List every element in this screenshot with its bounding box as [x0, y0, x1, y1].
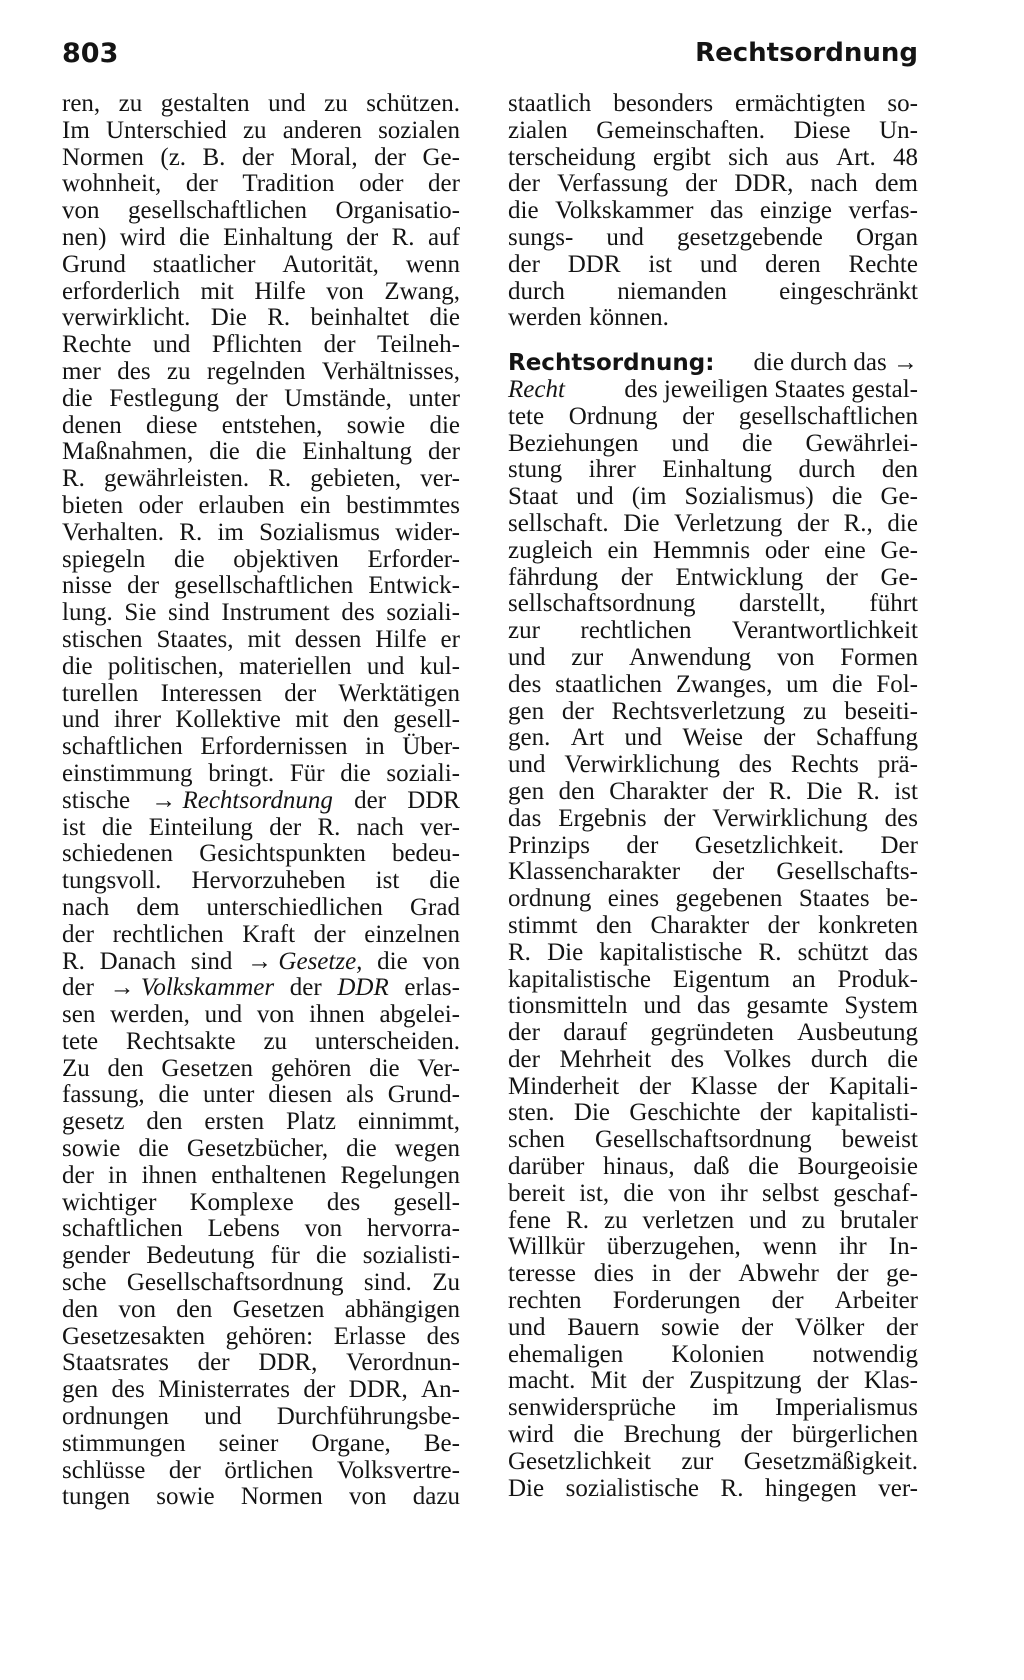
- entry-line: und Verwirklichung des Rechts prä-: [508, 751, 918, 779]
- entry-line: zugleich ein Hemmnis oder eine Ge-: [508, 536, 918, 564]
- left-col-line: der in ihnen enthaltenen Regelungen: [62, 1161, 460, 1189]
- right-top-line: staatlich besonders ermächtigten so-: [508, 90, 918, 117]
- right-column-continuation: [508, 91, 918, 332]
- left-col-line: verwirklicht. Die R. beinhaltet die: [62, 304, 460, 332]
- right-top-line: die Volkskammer das einzige verfas-: [508, 197, 918, 225]
- left-col-line: denen diese entstehen, sowie die: [62, 411, 460, 439]
- left-col-line: gesetz den ersten Platz einnimmt,: [62, 1108, 460, 1136]
- right-column: [508, 91, 918, 1502]
- left-col-line: gen des Ministerrates der DDR, An-: [62, 1376, 460, 1404]
- entry-line: fährdung der Entwicklung der Ge-: [508, 563, 918, 591]
- entry-line: ordnung eines gegebenen Staates be-: [508, 885, 918, 913]
- left-col-line: stische → Rechtsordnung der DDR: [62, 786, 460, 814]
- left-col-line: nisse der gesellschaftlichen Entwick-: [62, 572, 460, 600]
- left-col-line: Im Unterschied zu anderen sozialen: [62, 116, 460, 144]
- entry-first-line-rest: die durch das →: [753, 349, 918, 377]
- left-column: [62, 91, 460, 1511]
- left-col-line: erforderlich mit Hilfe von Zwang,: [62, 277, 460, 305]
- entry-line: Beziehungen und die Gewährlei-: [508, 429, 918, 457]
- left-col-line: Rechte und Pflichten der Teilneh-: [62, 331, 460, 359]
- entry-line: sten. Die Geschichte der kapitalisti-: [508, 1099, 918, 1127]
- left-col-line: von gesellschaftlichen Organisatio-: [62, 197, 460, 225]
- left-col-line: den von den Gesetzen abhängigen: [62, 1295, 460, 1323]
- entry-line: Die sozialistische R. hingegen ver-: [508, 1474, 918, 1502]
- left-col-line: Zu den Gesetzen gehören die Ver-: [62, 1054, 460, 1082]
- left-col-line: R. Danach sind → Gesetze, die von: [62, 947, 460, 975]
- left-col-line: ist die Einteilung der R. nach ver-: [62, 813, 460, 841]
- left-col-line: schiedenen Gesichtspunkten bedeu-: [62, 840, 460, 868]
- right-top-line: terscheidung ergibt sich aus Art. 48: [508, 143, 918, 171]
- entry-line: und zur Anwendung von Formen: [508, 643, 918, 671]
- entry-line: stung ihrer Einhaltung durch den: [508, 456, 918, 484]
- left-col-line: stimmungen seiner Organe, Be-: [62, 1429, 460, 1457]
- entry-line: Gesetzlichkeit zur Gesetzmäßigkeit.: [508, 1447, 918, 1475]
- left-col-line: wichtiger Komplexe des gesell-: [62, 1188, 460, 1216]
- entry-line: Staat und (im Sozialismus) die Ge-: [508, 483, 918, 511]
- entry-line: Klassencharakter der Gesellschafts-: [508, 858, 918, 886]
- entry-line: rechten Forderungen der Arbeiter: [508, 1287, 918, 1315]
- entry-line: wird die Brechung der bürgerlichen: [508, 1421, 918, 1449]
- entry-line: und Bauern sowie der Völker der: [508, 1313, 918, 1341]
- entry-line: tionsmitteln und das gesamte System: [508, 992, 918, 1020]
- entry-line: macht. Mit der Zuspitzung der Klas-: [508, 1367, 918, 1395]
- entry-second-line: [508, 377, 918, 404]
- entry-line: sellschaftsordnung darstellt, führt: [508, 590, 918, 618]
- link-recht[interactable]: Recht: [508, 375, 565, 403]
- left-col-line: Verhalten. R. im Sozialismus wider-: [62, 518, 460, 546]
- entry-line: zur rechtlichen Verantwortlichkeit: [508, 617, 918, 645]
- entry-line: Prinzips der Gesetzlichkeit. Der: [508, 831, 918, 859]
- left-col-line: turellen Interessen der Werktätigen: [62, 679, 460, 707]
- entry-line: gen der Rechtsverletzung zu beseiti-: [508, 697, 918, 725]
- left-col-line: einstimmung bringt. Für die soziali-: [62, 759, 460, 787]
- entry-line: stimmt den Charakter der konkreten: [508, 911, 918, 939]
- entry-body: [508, 404, 918, 1503]
- right-top-line: sungs- und gesetzgebende Organ: [508, 223, 918, 251]
- entry-line: des staatlichen Zwanges, um die Fol-: [508, 670, 918, 698]
- entry-line: teresse dies in der Abwehr der ge-: [508, 1260, 918, 1288]
- left-col-line: und ihrer Kollektive mit den gesell-: [62, 706, 460, 734]
- entry-line: der darauf gegründeten Ausbeutung: [508, 1019, 918, 1047]
- page-number: 803: [62, 38, 119, 69]
- entry-line: der Mehrheit des Volkes durch die: [508, 1045, 918, 1073]
- entry-rechtsordnung: [508, 350, 918, 1502]
- left-col-line: die Festlegung der Umstände, unter: [62, 384, 460, 412]
- left-col-line: mer des zu regelnden Verhältnisses,: [62, 357, 460, 385]
- left-col-line: nen) wird die Einhaltung der R. auf: [62, 223, 460, 251]
- entry-line: bereit ist, die von ihr selbst geschaf-: [508, 1179, 918, 1207]
- entry-line: tete Ordnung der gesellschaftlichen: [508, 402, 918, 430]
- left-col-line: sche Gesellschaftsordnung sind. Zu: [62, 1269, 460, 1297]
- left-col-line: fassung, die unter diesen als Grund-: [62, 1081, 460, 1109]
- left-col-line: stischen Staates, mit dessen Hilfe er: [62, 625, 460, 653]
- entry-line: sellschaft. Die Verletzung der R., die: [508, 509, 918, 537]
- left-col-line: sowie die Gesetzbücher, die wegen: [62, 1135, 460, 1163]
- entry-first-line: [508, 350, 918, 377]
- right-top-line: zialen Gemeinschaften. Diese Un-: [508, 116, 918, 144]
- right-top-line: der DDR ist und deren Rechte: [508, 250, 918, 278]
- left-col-line: Grund staatlicher Autorität, wenn: [62, 250, 460, 278]
- left-col-line: tungen sowie Normen von dazu: [62, 1483, 460, 1511]
- left-col-line: sen werden, und von ihnen abgelei-: [62, 1001, 460, 1029]
- left-col-line: lung. Sie sind Instrument des soziali-: [62, 599, 460, 627]
- left-col-line: schlüsse der örtlichen Volksvertre-: [62, 1456, 460, 1484]
- entry-second-line-rest: des jeweiligen Staates gestal-: [624, 375, 918, 403]
- left-col-line: Staatsrates der DDR, Verordnun-: [62, 1349, 460, 1377]
- left-col-line: R. gewährleisten. R. gebieten, ver-: [62, 465, 460, 493]
- left-col-line: Maßnahmen, die die Einhaltung der: [62, 438, 460, 466]
- right-top-line: werden können.: [508, 304, 669, 332]
- left-col-line: ordnungen und Durchführungsbe-: [62, 1403, 460, 1431]
- right-top-line: durch niemanden eingeschränkt: [508, 277, 918, 305]
- entry-line: kapitalistische Eigentum an Produk-: [508, 965, 918, 993]
- left-col-line: tungsvoll. Hervorzuheben ist die: [62, 867, 460, 895]
- running-title: Rechtsordnung: [695, 38, 918, 68]
- left-col-line: gender Bedeutung für die sozialisti-: [62, 1242, 460, 1270]
- entry-line: ehemaligen Kolonien notwendig: [508, 1340, 918, 1368]
- entry-line: gen den Charakter der R. Die R. ist: [508, 777, 918, 805]
- left-col-line: tete Rechtsakte zu unterscheiden.: [62, 1027, 460, 1055]
- left-col-line: der → Volkskammer der DDR erlas-: [62, 974, 460, 1002]
- left-col-line: Gesetzesakten gehören: Erlasse des: [62, 1322, 460, 1350]
- right-top-line: der Verfassung der DDR, nach dem: [508, 170, 918, 198]
- entry-line: das Ergebnis der Verwirklichung des: [508, 804, 918, 832]
- entry-line: Minderheit der Klasse der Kapitali-: [508, 1072, 918, 1100]
- entry-keyword: Rechtsordnung:: [508, 350, 715, 377]
- entry-line: R. Die kapitalistische R. schützt das: [508, 938, 918, 966]
- entry-line: Willkür überzugehen, wenn ihr In-: [508, 1233, 918, 1261]
- entry-line: fene R. zu verletzen und zu brutaler: [508, 1206, 918, 1234]
- left-col-line: ren, zu gestalten und zu schützen.: [62, 90, 460, 117]
- entry-line: senwidersprüche im Imperialismus: [508, 1394, 918, 1422]
- left-col-line: Normen (z. B. der Moral, der Ge-: [62, 143, 460, 171]
- left-col-line: wohnheit, der Tradition oder der: [62, 170, 460, 198]
- left-col-line: bieten oder erlauben ein bestimmtes: [62, 491, 460, 519]
- left-col-line: schaftlichen Erfordernissen in Über-: [62, 733, 460, 761]
- left-col-line: schaftlichen Lebens von hervorra-: [62, 1215, 460, 1243]
- left-col-line: nach dem unterschiedlichen Grad: [62, 893, 460, 921]
- left-col-line: spiegeln die objektiven Erforder-: [62, 545, 460, 573]
- left-col-line: die politischen, materiellen und kul-: [62, 652, 460, 680]
- entry-line: schen Gesellschaftsordnung beweist: [508, 1126, 918, 1154]
- entry-line: darüber hinaus, daß die Bourgeoisie: [508, 1153, 918, 1181]
- entry-line: gen. Art und Weise der Schaffung: [508, 724, 918, 752]
- left-col-line: der rechtlichen Kraft der einzelnen: [62, 920, 460, 948]
